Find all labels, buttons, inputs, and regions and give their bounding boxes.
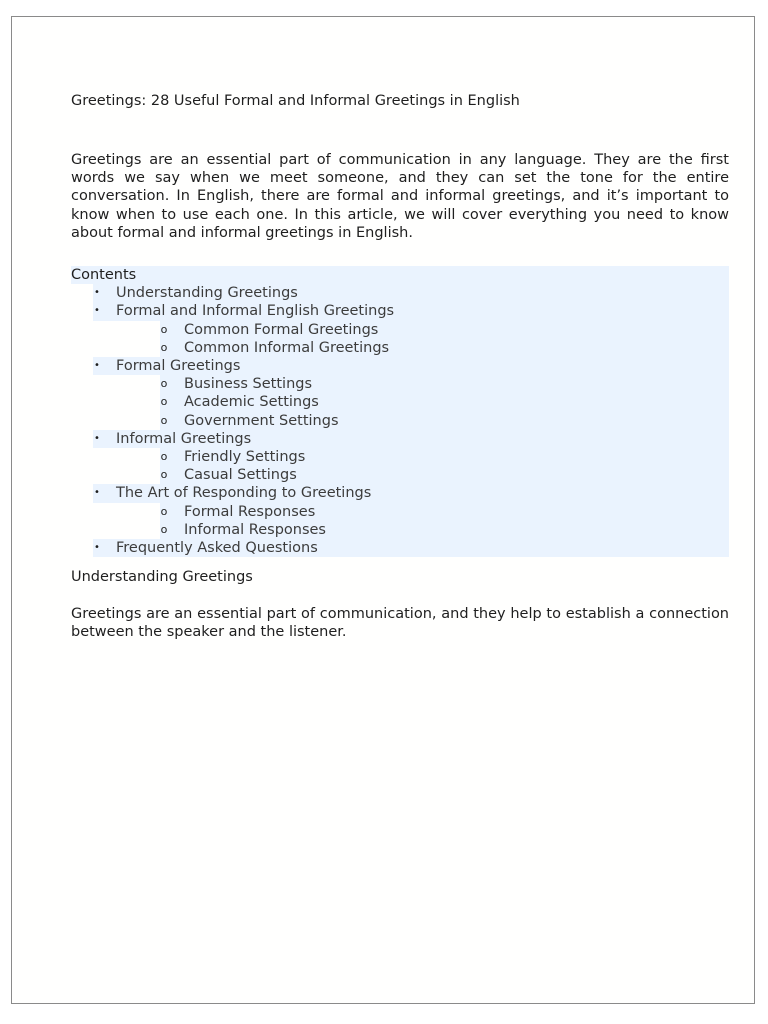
toc-subitem-label[interactable]: Formal Responses bbox=[184, 503, 316, 520]
bullet-icon: • bbox=[94, 360, 100, 372]
sub-bullet-icon: o bbox=[160, 395, 168, 409]
toc-item-label[interactable]: Formal Greetings bbox=[116, 358, 241, 375]
sub-bullet-icon: o bbox=[160, 504, 168, 518]
toc-subitem[interactable] bbox=[160, 466, 729, 484]
toc-item[interactable] bbox=[93, 357, 729, 375]
toc-subitem[interactable] bbox=[160, 503, 729, 521]
toc-item-label[interactable]: Frequently Asked Questions bbox=[116, 540, 318, 557]
toc-subitem[interactable] bbox=[160, 339, 729, 357]
toc-subitem[interactable] bbox=[160, 521, 729, 539]
toc-subitem[interactable] bbox=[160, 321, 729, 339]
toc-item[interactable] bbox=[93, 284, 729, 302]
toc-item-label[interactable]: Informal Greetings bbox=[116, 430, 252, 447]
sub-bullet-icon: o bbox=[160, 522, 168, 536]
bullet-icon: • bbox=[94, 305, 100, 317]
sub-bullet-icon: o bbox=[160, 413, 168, 427]
bullet-icon: • bbox=[94, 487, 100, 499]
toc-subitem-label[interactable]: Informal Responses bbox=[184, 521, 326, 538]
toc-subitem-label[interactable]: Academic Settings bbox=[184, 394, 319, 411]
toc-heading: Contents bbox=[71, 266, 729, 284]
toc-item-label[interactable]: Understanding Greetings bbox=[116, 285, 298, 302]
toc-item[interactable] bbox=[93, 430, 729, 448]
toc-item-label[interactable]: The Art of Responding to Greetings bbox=[116, 485, 372, 502]
bullet-icon: • bbox=[94, 542, 100, 554]
toc-list bbox=[71, 284, 729, 557]
section-heading: Understanding Greetings bbox=[71, 569, 253, 585]
document-page bbox=[11, 16, 755, 1004]
table-of-contents bbox=[71, 266, 729, 557]
intro-paragraph: Greetings are an essential part of communication in any language. They are the first words we say when we meet someone, and they can set the tone for the entire conversation. In English, there are formal and informal greetings, and it’s important to know when to use each one. In this article, we will cover everything you need to know about formal and informal greetings in English. bbox=[71, 152, 729, 241]
bullet-icon: • bbox=[94, 287, 100, 299]
toc-subitem-label[interactable]: Casual Settings bbox=[184, 467, 297, 484]
sub-bullet-icon: o bbox=[160, 322, 168, 336]
toc-subitem-label[interactable]: Common Informal Greetings bbox=[184, 339, 390, 356]
sub-bullet-icon: o bbox=[160, 468, 168, 482]
toc-item[interactable] bbox=[93, 539, 729, 557]
sub-bullet-icon: o bbox=[160, 377, 168, 391]
document-title: Greetings: 28 Useful Formal and Informal Greetings in English bbox=[71, 93, 520, 109]
toc-subitem[interactable] bbox=[160, 375, 729, 393]
toc-subitem-label[interactable]: Friendly Settings bbox=[184, 449, 306, 466]
toc-subitem-label[interactable]: Government Settings bbox=[184, 412, 339, 429]
sub-bullet-icon: o bbox=[160, 450, 168, 464]
toc-subitem-label[interactable]: Business Settings bbox=[184, 376, 313, 393]
toc-item[interactable] bbox=[93, 484, 729, 502]
toc-subitem[interactable] bbox=[160, 412, 729, 430]
toc-subitem[interactable] bbox=[160, 448, 729, 466]
toc-item[interactable] bbox=[93, 302, 729, 320]
toc-subitem-label[interactable]: Common Formal Greetings bbox=[184, 321, 379, 338]
section-paragraph: Greetings are an essential part of communication, and they help to establish a connection between the speaker and the listener. bbox=[71, 606, 729, 641]
bullet-icon: • bbox=[94, 432, 100, 444]
sub-bullet-icon: o bbox=[160, 340, 168, 354]
toc-item-label[interactable]: Formal and Informal English Greetings bbox=[116, 303, 395, 320]
toc-subitem[interactable] bbox=[160, 393, 729, 411]
